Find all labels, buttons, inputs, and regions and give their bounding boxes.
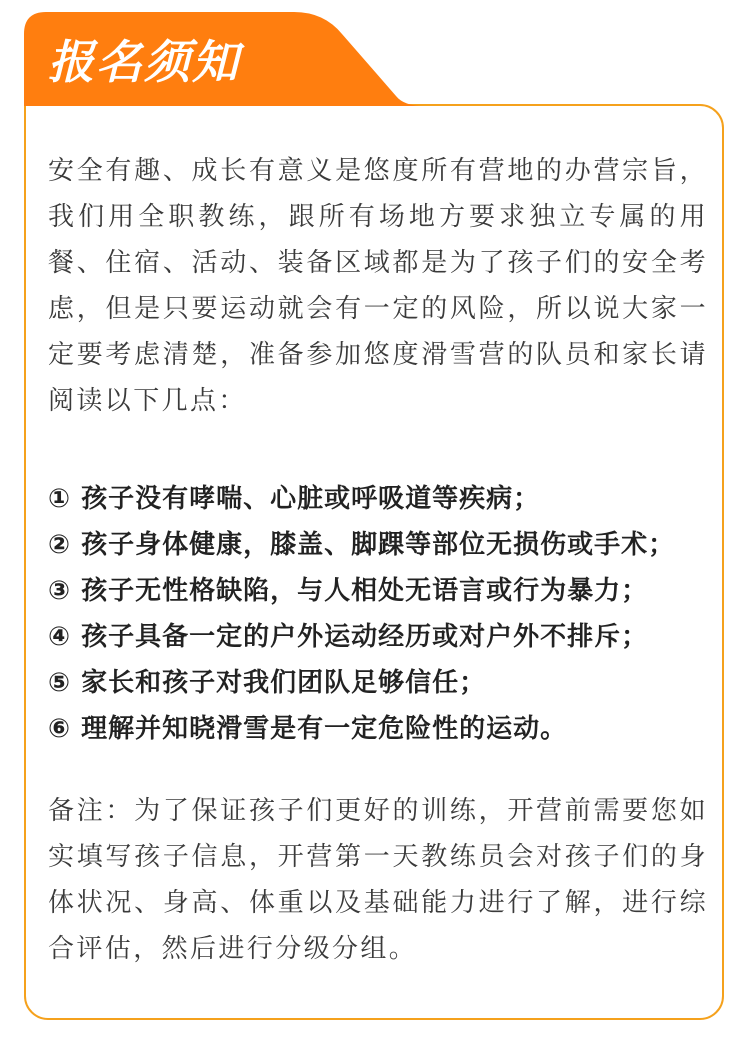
list-item: ③ 孩子无性格缺陷，与人相处无语言或行为暴力； <box>48 576 649 606</box>
list-item: ⑤ 家长和孩子对我们团队足够信任； <box>48 668 487 698</box>
list-item: ① 孩子没有哮喘、心脏或呼吸道等疾病； <box>48 484 541 514</box>
page-title: 报名须知 <box>48 35 240 89</box>
list-item: ② 孩子身体健康，膝盖、脚踝等部位无损伤或手术； <box>48 530 676 560</box>
note-paragraph: 备注：为了保证孩子们更好的训练，开营前需要您如实填写孩子信息，开营第一天教练员会对孩子们的身体状况、身高、体重以及基础能力进行了解，进行综合评估，然后进行分级分组。 <box>48 796 708 964</box>
intro-paragraph: 安全有趣、成长有意义是悠度所有营地的办营宗旨，我们用全职教练，跟所有场地方要求独立专属的用餐、住宿、活动、装备区域都是为了孩子们的安全考虑，但是只要运动就会有一定的风险，所以说大家一定要考虑清楚，准备参加悠度滑雪营的队员和家长请阅读以下几点： <box>48 156 708 416</box>
requirements-list <box>48 476 708 752</box>
list-item: ④ 孩子具备一定的户外运动经历或对户外不排斥； <box>48 622 649 652</box>
list-item: ⑥ 理解并知晓滑雪是有一定危险性的运动。 <box>48 714 568 744</box>
content-area <box>48 148 708 964</box>
header-tab <box>24 12 424 106</box>
